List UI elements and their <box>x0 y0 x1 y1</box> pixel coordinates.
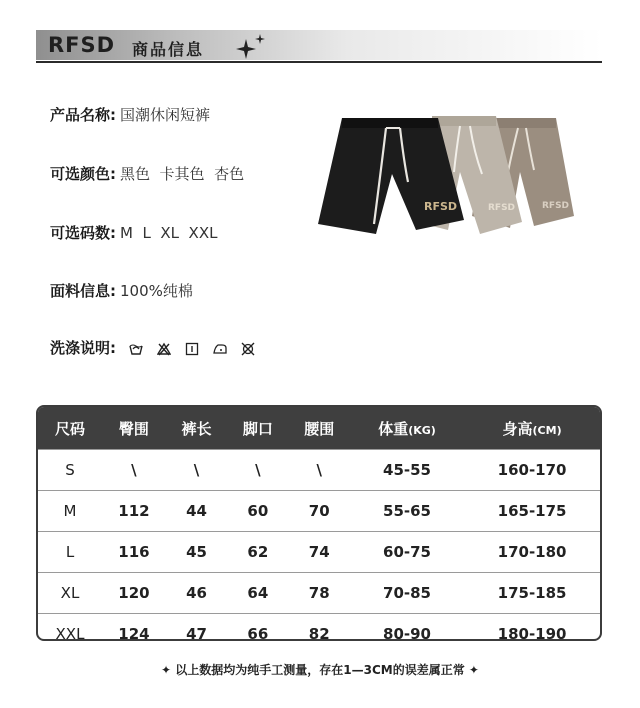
sparkle-left-icon: ✦ <box>161 663 176 677</box>
spec-product-name <box>50 104 210 125</box>
cell-length: 45 <box>166 532 227 573</box>
sparkle-right-icon: ✦ <box>464 663 479 677</box>
cell-weight: 45-55 <box>350 450 464 491</box>
table-row <box>38 491 600 532</box>
cell-leg-opening: 66 <box>227 614 288 642</box>
spec-value: M L XL XXL <box>120 224 218 242</box>
cell-length: \ <box>166 450 227 491</box>
header-size: 尺码 <box>38 407 102 450</box>
hand-wash-icon <box>129 342 143 356</box>
tumble-dry-icon <box>185 342 199 356</box>
cell-size: XXL <box>38 614 102 642</box>
spec-label: 洗涤说明: <box>50 339 116 357</box>
svg-text:RFSD: RFSD <box>488 203 516 213</box>
cell-waist: \ <box>289 450 350 491</box>
cell-size: XL <box>38 573 102 614</box>
no-bleach-icon <box>157 342 171 356</box>
header-leg-opening: 脚口 <box>227 407 288 450</box>
black-shorts <box>318 118 464 234</box>
cell-length: 44 <box>166 491 227 532</box>
spec-label: 产品名称: <box>50 106 116 124</box>
table-row <box>38 614 600 642</box>
cell-height: 160-170 <box>464 450 600 491</box>
cell-size: L <box>38 532 102 573</box>
header-underline <box>36 61 602 63</box>
header-height: 身高(CM) <box>464 407 600 450</box>
cell-leg-opening: 64 <box>227 573 288 614</box>
spec-sizes <box>50 222 217 243</box>
cell-size: S <box>38 450 102 491</box>
table-row <box>38 532 600 573</box>
cell-height: 180-190 <box>464 614 600 642</box>
spec-value: 国潮休闲短裤 <box>120 106 211 124</box>
cell-height: 165-175 <box>464 491 600 532</box>
spec-wash <box>50 337 255 358</box>
svg-text:RFSD: RFSD <box>424 200 458 213</box>
size-table <box>36 405 602 641</box>
cell-hip: 120 <box>102 573 166 614</box>
cell-leg-opening: 60 <box>227 491 288 532</box>
spec-fabric <box>50 280 193 301</box>
cell-hip: 112 <box>102 491 166 532</box>
sparkle-icon <box>234 33 268 59</box>
footnote-text: 以上数据均为纯手工测量，存在1—3CM的误差属正常 <box>175 663 465 677</box>
spec-label: 可选码数: <box>50 224 116 242</box>
table-header-row <box>38 407 600 450</box>
measurement-footnote <box>0 661 640 678</box>
cell-hip: \ <box>102 450 166 491</box>
cell-size: M <box>38 491 102 532</box>
cell-height: 170-180 <box>464 532 600 573</box>
spec-value: 100%纯棉 <box>120 282 193 300</box>
iron-icon <box>213 342 227 356</box>
header-length: 裤长 <box>166 407 227 450</box>
cell-waist: 82 <box>289 614 350 642</box>
cell-hip: 116 <box>102 532 166 573</box>
header-hip: 臀围 <box>102 407 166 450</box>
cell-length: 46 <box>166 573 227 614</box>
cell-waist: 74 <box>289 532 350 573</box>
spec-label: 可选颜色: <box>50 165 116 183</box>
cell-height: 175-185 <box>464 573 600 614</box>
product-image <box>312 112 584 244</box>
brand-logo: RFSD <box>48 33 116 57</box>
cell-waist: 78 <box>289 573 350 614</box>
cell-weight: 60-75 <box>350 532 464 573</box>
header-waist: 腰围 <box>289 407 350 450</box>
cell-weight: 80-90 <box>350 614 464 642</box>
cell-weight: 55-65 <box>350 491 464 532</box>
table-row <box>38 450 600 491</box>
spec-value: 黑色 卡其色 杏色 <box>120 165 245 183</box>
cell-weight: 70-85 <box>350 573 464 614</box>
no-dry-clean-icon <box>241 342 255 356</box>
svg-text:RFSD: RFSD <box>542 201 570 211</box>
cell-waist: 70 <box>289 491 350 532</box>
section-title: 商品信息 <box>132 40 205 59</box>
table-row <box>38 573 600 614</box>
cell-leg-opening: 62 <box>227 532 288 573</box>
header-banner <box>36 30 602 60</box>
spec-colors <box>50 163 244 184</box>
header-weight: 体重(KG) <box>350 407 464 450</box>
cell-length: 47 <box>166 614 227 642</box>
cell-hip: 124 <box>102 614 166 642</box>
care-icons <box>129 342 255 356</box>
cell-leg-opening: \ <box>227 450 288 491</box>
spec-label: 面料信息: <box>50 282 116 300</box>
